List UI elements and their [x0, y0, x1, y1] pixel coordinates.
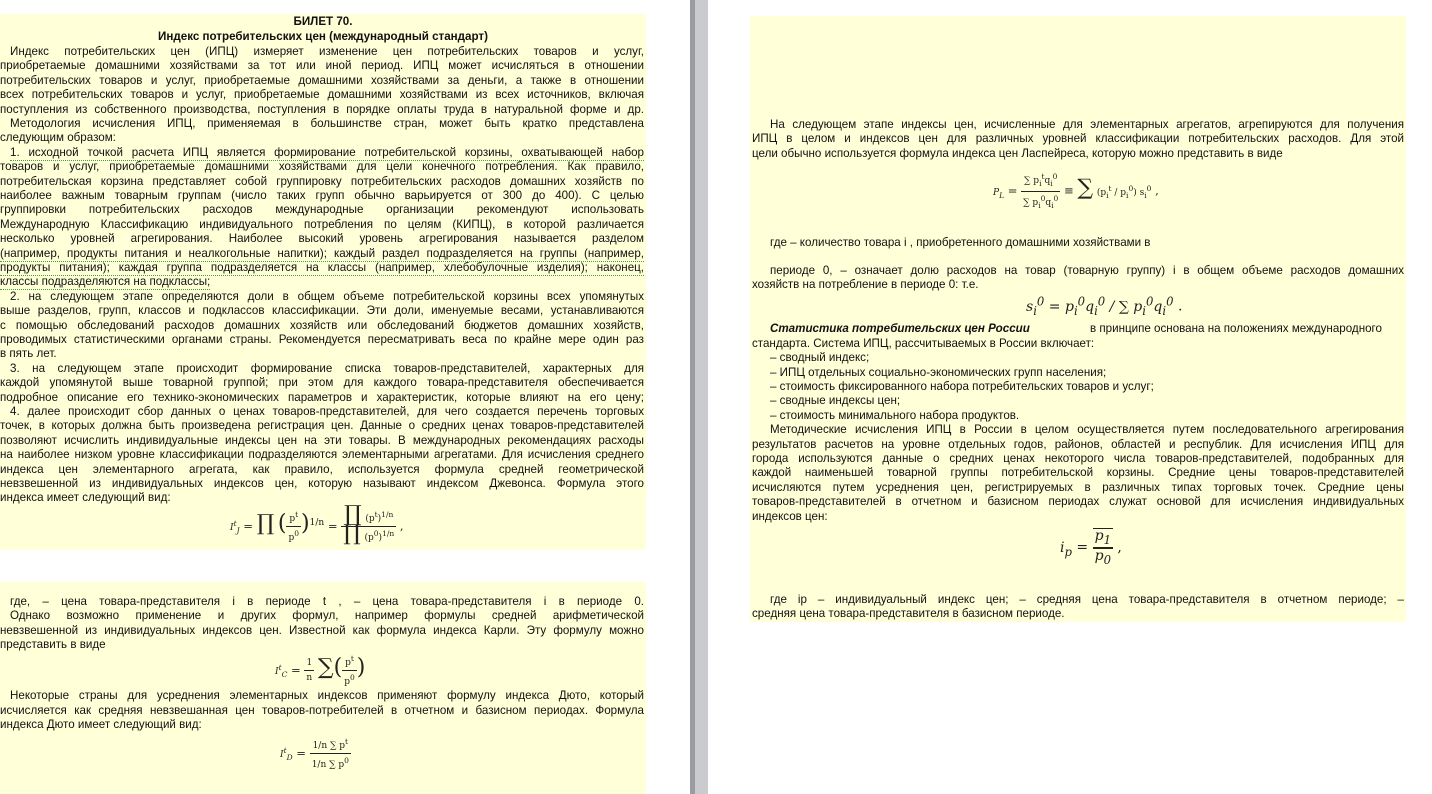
text-line: результатов расчетов на уровне отдельных годов, районов, областей и республик. Для исчисления ИПЦ для	[752, 438, 1404, 451]
text-line: Методические исчисления ИПЦ в России в целом осуществляется путем последовательного агрегирования	[770, 423, 1404, 436]
text-line: проводимых статистическими органами страны. Рекомендуется пересматривать веса по крайне мере один раз	[0, 333, 644, 346]
text-line: Некоторые страны для усреднения элементарных индексов применяют формулу индекса Дюто, который	[10, 689, 644, 702]
text-line: потребительская корзина представляет собой группировку потребительских расходов домашних хозяйств по	[0, 175, 644, 188]
section-heading: Индекс потребительских цен (международный стандарт)	[158, 30, 488, 43]
text-line: приобретаемые домашними хозяйствами за тот или иной период. ИПЦ может исчисляться в отношении	[0, 59, 644, 72]
list-item: – стоимость фиксированного набора потребительских товаров и услуг;	[770, 380, 1154, 393]
text-line: на наиболее низком уровне классификации подразделяются элементарными агрегатами. Для исчисления среднего	[0, 448, 644, 461]
text-line: Международную Классификацию индивидуального потребления по целям (КИПЦ), в которой различается	[0, 218, 644, 231]
text-line: Однако возможно применение и других формул, например формулы средней арифметической	[10, 609, 644, 622]
list-item: – сводные индексы цен;	[770, 394, 901, 407]
text-line: 4. далее происходит сбор данных о ценах товаров-представителей, для чего создается перечень торговых	[10, 405, 644, 418]
text-line: представить в виде	[0, 638, 106, 651]
text-line: товаров-представителей в отчетном и базисном периодах служат основой для исчисления индивидуальных	[752, 495, 1404, 508]
text-line: где ip – индивидуальный индекс цен; – средняя цена товара-представителя в отчетном периоде; –	[770, 593, 1404, 606]
text-line: выше разделов, групп, классов и подклассов классификации. Эти доли, именуемые весами, устанавливаются	[0, 304, 644, 317]
list-item: – ИПЦ отдельных социально-экономических групп населения;	[770, 366, 1107, 379]
text-line: города используются данные о средних ценах некоторого числа товаров-представителей, подобранных для	[752, 452, 1404, 465]
text-line: товаров и услуг, приобретаемые домашними хозяйствами для цели конечного потребления. Как правило,	[0, 160, 644, 173]
text-line: с помощью обследований расходов домашних хозяйств или обследований бюджетов домашних хозяйств,	[0, 319, 644, 332]
text-line: индексов цен:	[752, 510, 828, 523]
text-line: точек, в которых должна быть произведена регистрация цен. Данные о средних ценах товаров-представителей	[0, 419, 644, 432]
text-line: всех потребительских товаров и услуг, приобретаемые домашними хозяйствами из всех источников, включая	[0, 88, 644, 101]
ticket-number: БИЛЕТ 70.	[293, 15, 353, 28]
list-item: – стоимость минимального набора продуктов.	[770, 409, 1020, 422]
text-line: где – количество товара i , приобретенного домашними хозяйствами в	[770, 236, 1151, 249]
text-line: Методология исчисления ИПЦ, применяемая в большинстве стран, может быть кратко представлена	[10, 117, 644, 130]
text-line: поступления из собственного производства, поступления в порядке оплаты труда в натуральной форме и др.	[0, 103, 644, 116]
text-line: потребительских товаров и услуг, приобретаемые домашними хозяйствами за деньги, а также в отношении	[0, 74, 644, 87]
text-line: в пять лет.	[0, 347, 57, 360]
text-line: индекса Дюто имеет следующий вид:	[0, 718, 202, 731]
text-line: индекса имеет следующий вид:	[0, 491, 171, 504]
text-line: каждой упомянутой выше товарной группой; при этом для каждого товара-представителя обеспечивается	[0, 376, 644, 389]
text-line: группировки потребительских расходов международные организации рекомендуют использовать	[0, 203, 644, 216]
individual-index-formula: $i_p$ = $\frac{p_1}{p_0}$ ,	[1060, 528, 1122, 567]
text-line: (например, продукты питания и неалкогольные напитки); каждый раздел подразделяется на группы (например,	[0, 247, 644, 262]
text-line: невзвешенной из индивидуальных индексов цен. Известной как формула индекса Карли. Эту формулу можно	[0, 624, 644, 637]
text-line: позволяют исчислить индивидуальные индексы цен на эти товары. В международных рекомендациях расходы	[0, 434, 644, 447]
share-formula: $s_i^0 = p_i^0q_i^0$ / ∑ $p_i^0q_i^0$ .	[1026, 294, 1183, 318]
text-line: 1. исходной точкой расчета ИПЦ является формирование потребительской корзины, охватывающей набор	[10, 146, 644, 161]
text-line: хозяйств на потребление в периоде 0: т.е.	[752, 278, 979, 291]
text-line: ИПЦ в целом и индексов цен для различных уровней классификации потребительских расходов. Для этой	[752, 132, 1404, 145]
laspeyres-formula: $P_L$ = $\frac{\sum p_i^tq_i^0}{\sum p_i^0q_i^0}$ ≡ ∑ $(p_i^t / p_i^0)$ $s_i^0$ ,	[993, 172, 1159, 210]
text-line: средняя цена товара-представителя в базисном периоде.	[752, 607, 1065, 620]
carli-formula: $I^t_C$ = $\frac{1}{n}$ ∑( $\frac{p^t}{p^0}$ )	[275, 654, 366, 688]
text-line: периоде 0, – означает долю расходов на товар (товарную группу) i в общем объеме расходов домашних	[770, 264, 1404, 277]
text-line: индекса цен элементарного агрегата, как правило, используется формула средней геометрической	[0, 463, 644, 476]
text-line: наиболее важным товарным группам (число таких групп обычно варьируется от 300 до 400). С целью	[0, 189, 644, 202]
text-line: невзвешенной из индивидуальных индексов цен, которую называют индексом Джевонса. Формула этого	[0, 477, 644, 490]
stat-heading: Статистика потребительских цен России	[770, 322, 1030, 335]
jevons-formula: $I^t_J$ = ∏ ( $\frac{p^t}{p^0}$ )$^{1/n}$ = $\frac{\prod (p^t)^{1/n}}{\prod (p^0)^{1/n}}$ ,	[230, 502, 404, 547]
text-line: где, – цена товара-представителя i в периоде t , – цена товара-представителя i в периоде 0.	[10, 595, 644, 608]
text-line: 3. на следующем этапе происходит формирование списка товаров-представителей, характерных для	[10, 362, 644, 375]
text-line: несколько уровней агрегирования. Наиболее высокий уровень агрегирования называется разделом	[0, 232, 644, 245]
text-line: в принципе основана на положениях международного	[1090, 322, 1382, 335]
left-page	[0, 0, 690, 794]
text-line: 2. на следующем этапе определяются доли в общем объеме потребительской корзины всех упомянутых	[10, 290, 644, 303]
text-line: подробное описание его технико-экономических параметров и характеристик, которые влияют на его цену;	[0, 391, 644, 404]
right-page	[708, 0, 1432, 794]
dutot-formula: $I^t_D$ = $\frac{1/n \sum p^t}{1/n \sum p^0}$	[280, 737, 349, 771]
text-line: На следующем этапе индексы цен, исчисленные для элементарных агрегатов, агрепируются для получения	[770, 118, 1404, 131]
text-line: исчисляется как средняя невзвешанная цен товаров-потребителей в отчетном и базисном периодах. Формула	[0, 704, 644, 717]
text-line: исчисляются путем усреднения цен, регистрируемых в различных типах торговых точек. Средние цены	[752, 481, 1404, 494]
text-line: продукты питания); каждая группа подразделяется на классы (например, хлебобулочные изделия); наконец,	[0, 261, 644, 276]
text-line: стандарта. Система ИПЦ, рассчитываемых в России включает:	[752, 337, 1095, 350]
text-line: цели обычно используется формула индекса цен Ласпейреса, которую можно представить в виде	[752, 147, 1283, 160]
page-divider-line	[690, 0, 695, 794]
list-item: – сводный индекс;	[770, 351, 870, 364]
text-line: Индекс потребительских цен (ИПЦ) измеряет изменение цен потребительских товаров и услуг,	[10, 45, 644, 58]
text-line: классы подразделяются на подклассы;	[0, 275, 210, 290]
text-line: следующим образом:	[0, 131, 116, 144]
text-line: каждой наименьшей товарной группы потребительской корзины. Средние цены товаров-представителей	[752, 466, 1404, 479]
